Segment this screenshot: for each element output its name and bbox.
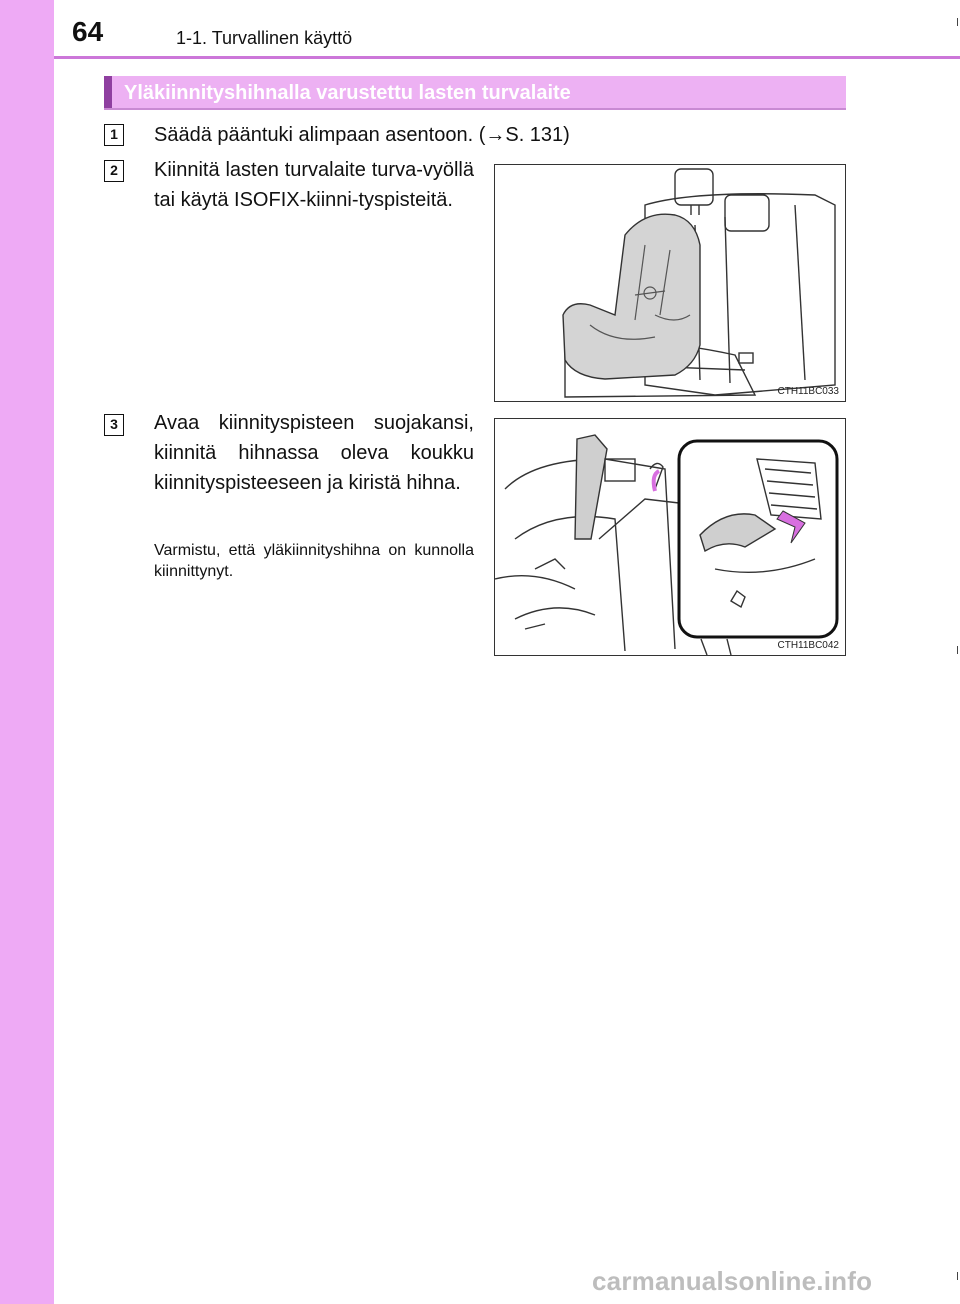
header-divider [54,56,960,59]
step-text-3: Avaa kiinnityspisteen suojakansi, kiinnitä hihnassa oleva koukku kiinnityspisteeseen ja kiristä hihna. [154,412,474,494]
step-text-1: Säädä pääntuki alimpaan asentoon. (→S. 131) [154,124,570,146]
chapter-title: 1-1. Turvallinen käyttö [176,28,353,48]
page-number: 64 [72,16,104,47]
margin-tick [957,1272,958,1280]
side-tab-band [0,0,54,1304]
heading-accent-bar [104,76,112,108]
figure-code-2: CTH11BC042 [777,640,839,651]
child-seat-illustration-icon [495,165,846,402]
figure-top-tether [494,418,846,656]
section-title: Yläkiinnityshihnalla varustettu lasten turvalaite [124,82,571,104]
margin-tick [957,18,958,26]
figure-child-seat [494,164,846,402]
top-tether-anchor-illustration-icon [495,419,846,656]
step-text-2: Kiinnitä lasten turvalaite turva-vyöllä tai käytä ISOFIX-kiinni-tyspisteitä. [154,159,474,211]
step-number-2: 2 [104,160,124,182]
step-number-1: 1 [104,124,124,146]
step-note-3: Varmistu, että yläkiinnityshihna on kunnolla kiinnittynyt. [154,542,474,580]
section-heading [104,76,846,110]
figure-code-1: CTH11BC033 [777,386,839,397]
watermark: carmanualsonline.info [592,1266,873,1296]
step-number-3: 3 [104,414,124,436]
margin-tick [957,646,958,654]
